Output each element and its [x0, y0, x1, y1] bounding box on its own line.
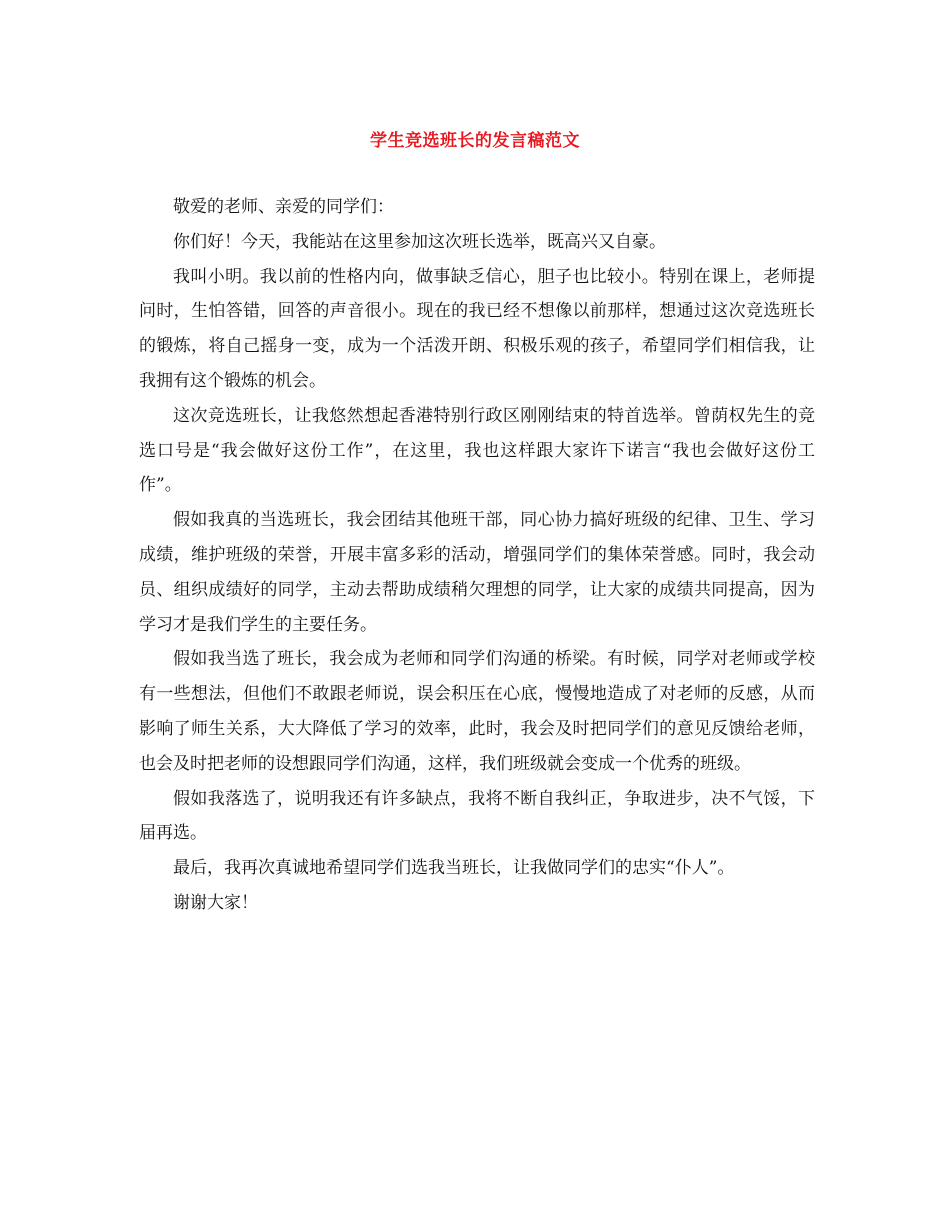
- plan-paragraph: 假如我真的当选班长，我会团结其他班干部，同心协力搞好班级的纪律、卫生、学习成绩，维护班级的荣誉，开展丰富多彩的活动，增强同学们的集体荣誉感。同时，我会动员、组织成绩好的同学，主动去帮助成绩稍欠理想的同学，让大家的成绩共同提高，因为学习才是我们学生的主要任务。: [139, 510, 815, 635]
- bridge-paragraph: 假如我当选了班长，我会成为老师和同学们沟通的桥梁。有时候，同学对老师或学校有一些想法，但他们不敢跟老师说，误会积压在心底，慢慢地造成了对老师的反感，从而影响了师生关系，大大降低了学习的效率，此时，我会及时把同学们的意见反馈给老师，也会及时把老师的设想跟同学们沟通，这样，我们班级就会变成一个优秀的班级。: [139, 649, 815, 774]
- document-title: 学生竞选班长的发言稿范文: [370, 131, 580, 151]
- if-lose-paragraph: 假如我落选了，说明我还有许多缺点，我将不断自我纠正，争取进步，决不气馁，下届再选。: [139, 788, 815, 844]
- self-introduction-paragraph: 我叫小明。我以前的性格内向，做事缺乏信心，胆子也比较小。特别在课上，老师提问时，生怕答错，回答的声音很小。现在的我已经不想像以前那样，想通过这次竞选班长的锻炼，将自己摇身一变，成为一个活泼开朗、积极乐观的孩子，希望同学们相信我，让我拥有这个锻炼的机会。: [139, 266, 815, 391]
- salutation: 敬爱的老师、亲爱的同学们：: [173, 197, 394, 217]
- document-body: [139, 190, 815, 921]
- thanks-paragraph: 谢谢大家！: [173, 892, 258, 913]
- greeting-paragraph: 你们好！今天，我能站在这里参加这次班长选举，既高兴又自豪。: [173, 231, 666, 252]
- election-slogan-paragraph: 这次竞选班长，让我悠然想起香港特别行政区刚刚结束的特首选举。曾荫权先生的竞选口号是“我会做好这份工作”，在这里，我也这样跟大家许下诺言“我也会做好这份工作”。: [139, 405, 815, 496]
- closing-paragraph: 最后，我再次真诚地希望同学们选我当班长，让我做同学们的忠实“仆人”。: [173, 858, 735, 879]
